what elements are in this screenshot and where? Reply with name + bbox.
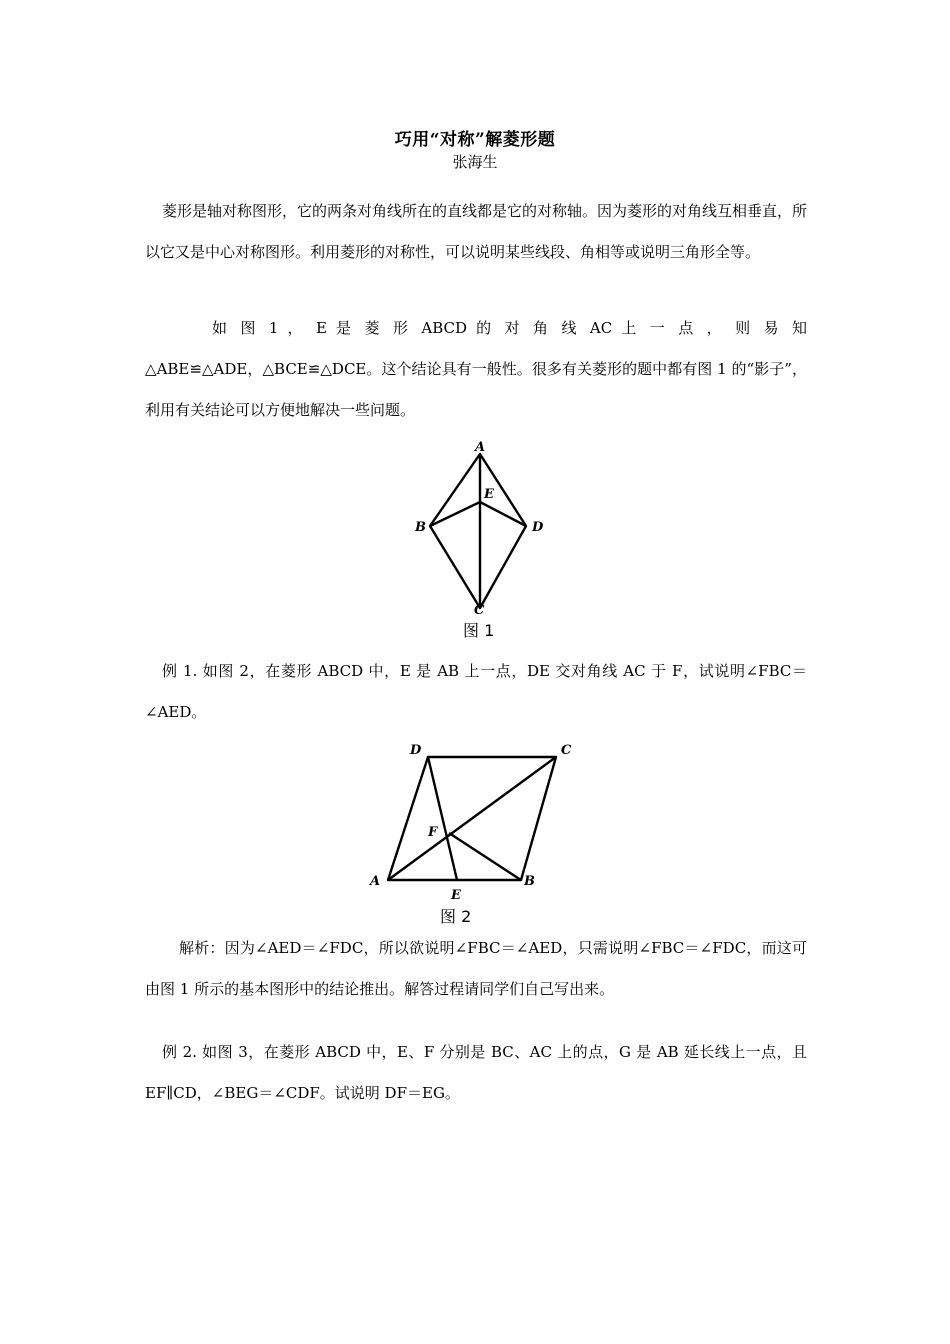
figure1-rhombus	[430, 454, 526, 608]
figure2-diagram	[360, 738, 590, 926]
figure2-diagonal-ac	[388, 757, 556, 880]
figure2-label-d: D	[410, 743, 422, 758]
figure1-paragraph-line1: 如 图 1 ， E 是 菱 形 ABCD 的 对 角 线 AC 上 一 点 ， 则 易 知	[212, 319, 807, 337]
figure2-label-c: C	[561, 743, 572, 758]
analysis-paragraph: 解析：因为∠AED＝∠FDC，所以欲说明∠FBC＝∠AED，只需说明∠FBC＝∠FDC，而这可由图 1 所示的基本图形中的结论推出。解答过程请同学们自己写出来。	[145, 939, 807, 998]
document-title: 巧用“对称”解菱形题	[394, 130, 556, 150]
example1-paragraph: 例 1. 如图 2，在菱形 ABCD 中，E 是 AB 上一点，DE 交对角线 AC 于 F，试说明∠FBC＝∠AED。	[145, 662, 807, 721]
author-name: 张海生	[452, 153, 498, 171]
figure2-label-f: F	[428, 825, 438, 840]
figure1-paragraph-rest: △ABE≌△ADE，△BCE≌△DCE。这个结论具有一般性。很多有关菱形的题中都有图 1 的“影子”，利用有关结论可以方便地解决一些问题。	[145, 360, 807, 419]
figure1-label-c: C	[474, 603, 485, 618]
figure1-label-b: B	[415, 520, 426, 535]
example2-paragraph: 例 2. 如图 3，在菱形 ABCD 中，E、F 分别是 BC、AC 上的点，G 是 AB 延长线上一点，且 EF∥CD，∠BEG＝∠CDF。试说明 DF＝EG。	[145, 1043, 807, 1102]
figure1-paragraph	[145, 308, 807, 431]
figure2-segment-de	[428, 757, 457, 880]
figure1-diagram	[400, 438, 560, 643]
figure1-caption: 图 1	[463, 621, 495, 640]
figure1-label-e: E	[484, 487, 494, 502]
figure2-segment-fb	[449, 833, 521, 880]
figure2-label-e: E	[451, 888, 461, 903]
figure2-label-b: B	[524, 874, 535, 889]
figure1-label-a: A	[475, 440, 486, 455]
intro-paragraph: 菱形是轴对称图形，它的两条对角线所在的直线都是它的对称轴。因为菱形的对角线互相垂直，所以它又是中心对称图形。利用菱形的对称性，可以说明某些线段、角相等或说明三角形全等。	[145, 202, 808, 261]
figure2-label-a: A	[370, 874, 381, 889]
figure1-label-d: D	[532, 520, 544, 535]
figure2-caption: 图 2	[440, 907, 472, 926]
